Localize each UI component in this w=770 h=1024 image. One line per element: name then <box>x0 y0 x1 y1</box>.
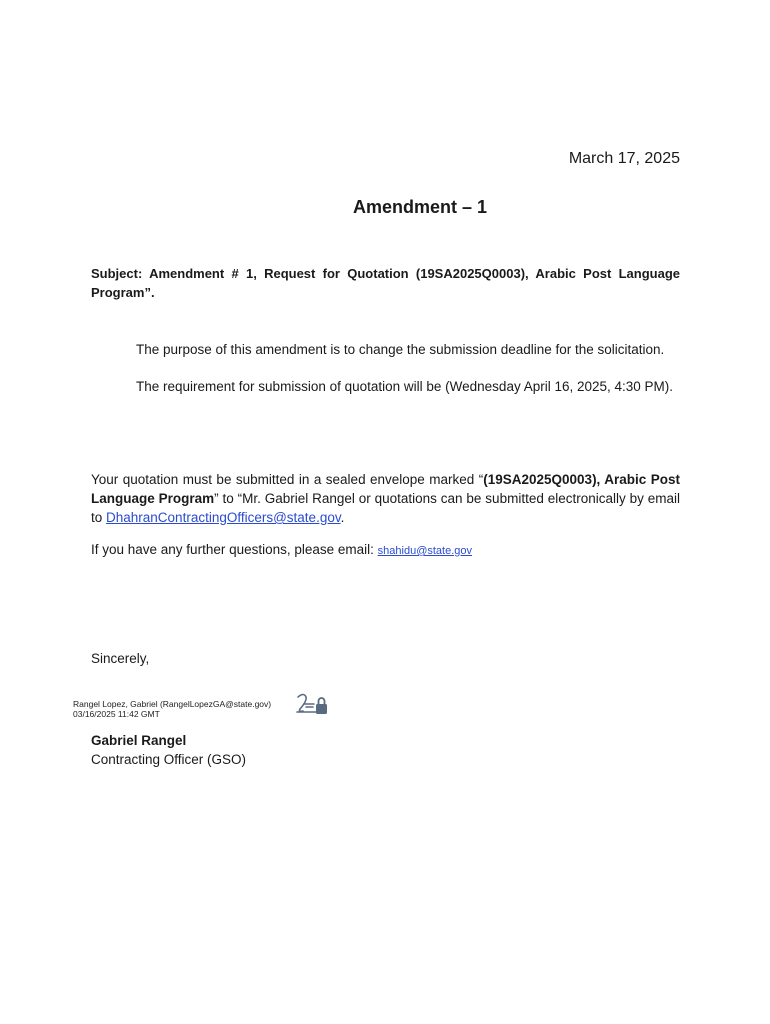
signature-timestamp: 03/16/2025 11:42 GMT <box>73 709 160 719</box>
subject-line: Subject: Amendment # 1, Request for Quotation (19SA2025Q0003), Arabic Post Language Program”. <box>91 266 680 300</box>
document-title: Amendment – 1 <box>352 197 488 217</box>
questions-line <box>91 542 472 557</box>
solicitation-reference: (19SA2025Q0003), Arabic Post Language Program <box>91 472 680 506</box>
signer-role: Contracting Officer (GSO) <box>91 752 247 767</box>
submission-paragraph <box>91 470 680 527</box>
questions-email-link[interactable]: shahidu@state.gov <box>377 545 473 557</box>
signature-lock-icon <box>294 691 330 717</box>
submission-text-c: . <box>340 510 345 525</box>
deadline-paragraph: The requirement for submission of quotation will be (Wednesday April 16, 2025, 4:30 PM). <box>136 379 674 394</box>
signer-name: Gabriel Rangel <box>91 733 187 748</box>
purpose-paragraph: The purpose of this amendment is to change the submission deadline for the solicitation. <box>136 342 665 357</box>
signature-signer-line: Rangel Lopez, Gabriel (RangelLopezGA@state.gov) <box>73 699 272 709</box>
letter-date: March 17, 2025 <box>568 150 680 167</box>
digital-signature-stamp <box>73 699 271 719</box>
submission-text-a: Your quotation must be submitted in a sealed envelope marked “ <box>91 472 484 487</box>
questions-text: If you have any further questions, please email: <box>91 542 378 557</box>
contracting-email-link[interactable]: DhahranContractingOfficers@state.gov <box>106 510 341 525</box>
submission-text-b: ” to “Mr. Gabriel Rangel or quotations can be submitted electronically by email to <box>91 491 680 525</box>
closing-salutation: Sincerely, <box>91 651 150 666</box>
